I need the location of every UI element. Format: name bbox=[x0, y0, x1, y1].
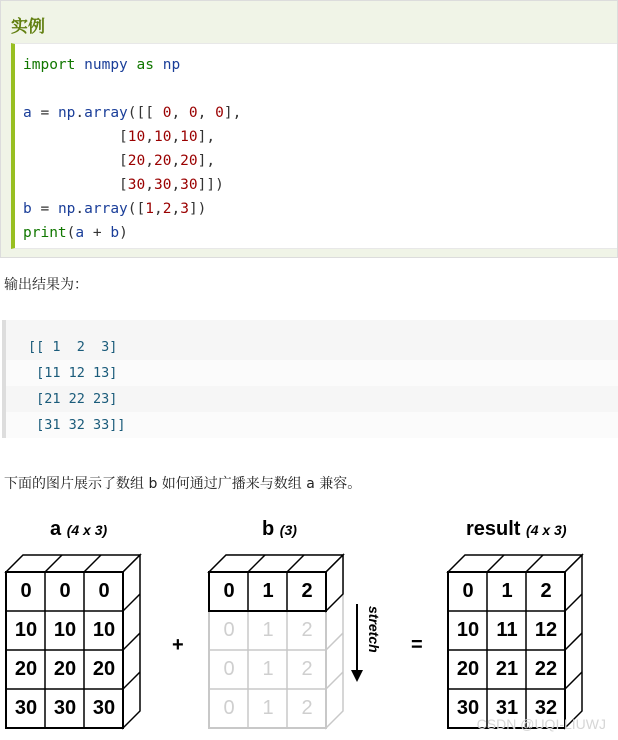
b-stretched-cell: 2 bbox=[301, 697, 313, 719]
result-cell: 10 bbox=[456, 619, 480, 641]
result-cell: 2 bbox=[540, 580, 552, 602]
code-token: b bbox=[23, 201, 32, 217]
code-token: , bbox=[171, 153, 181, 169]
b-cell: 1 bbox=[262, 580, 274, 602]
code-token: + bbox=[84, 225, 111, 241]
b-stretched-cell: 1 bbox=[262, 619, 274, 641]
code-token: 10 bbox=[180, 129, 198, 145]
code-line bbox=[23, 175, 224, 195]
result-cell: 11 bbox=[496, 619, 518, 641]
broadcast-figure bbox=[0, 508, 618, 740]
code-token: numpy bbox=[84, 57, 128, 73]
code-line bbox=[23, 127, 215, 147]
output-intro-text: 输出结果为： bbox=[4, 277, 88, 293]
output-line: [11 12 13] bbox=[6, 360, 618, 386]
a-cell: 10 bbox=[14, 619, 38, 641]
code-token: , bbox=[171, 177, 181, 193]
code-token: [ bbox=[23, 153, 128, 169]
code-token: 30 bbox=[180, 177, 198, 193]
a-label bbox=[50, 518, 107, 541]
result-dim: (4 x 3) bbox=[526, 522, 567, 538]
code-token: 1 bbox=[145, 201, 154, 217]
code-token: , bbox=[171, 201, 181, 217]
code-token: array bbox=[84, 201, 128, 217]
a-cell: 10 bbox=[92, 619, 116, 641]
stretch-arrow-head bbox=[351, 670, 363, 682]
code-token: ([ bbox=[127, 201, 146, 217]
code-token: b bbox=[110, 225, 120, 241]
result-cell: 0 bbox=[462, 580, 474, 602]
code-token: , bbox=[171, 105, 189, 121]
b-stretched-cell: 2 bbox=[301, 658, 313, 680]
code-token: [ bbox=[23, 129, 128, 145]
output-line: [21 22 23] bbox=[28, 391, 118, 407]
code-token: 0 bbox=[188, 105, 198, 121]
code-token: , bbox=[145, 153, 154, 169]
code-token: ]]) bbox=[197, 177, 224, 193]
b-stretched-cell: 1 bbox=[262, 658, 274, 680]
result-grid-top-face bbox=[448, 555, 582, 572]
watermark: CSDN @UQI-LIUWJ bbox=[476, 716, 606, 732]
code-token: ], bbox=[223, 105, 242, 121]
example-title: 实例 bbox=[11, 17, 45, 37]
b-stretched-cell: 1 bbox=[262, 697, 274, 719]
result-cell: 32 bbox=[534, 697, 558, 719]
code-token: 20 bbox=[153, 153, 172, 169]
code-line bbox=[23, 199, 206, 219]
a-cell: 30 bbox=[53, 697, 77, 719]
figure-intro-text: 下面的图片展示了数组 b 如何通过广播来与数组 a 兼容。 bbox=[4, 476, 362, 492]
b-stretched-cell: 0 bbox=[223, 619, 235, 641]
code-token: 2 bbox=[162, 201, 172, 217]
code-token: ([[ bbox=[127, 105, 163, 121]
b-cell: 2 bbox=[301, 580, 313, 602]
output-block bbox=[2, 320, 618, 438]
stretch-label: stretch bbox=[366, 606, 382, 653]
a-cell: 10 bbox=[53, 619, 77, 641]
code-token: np bbox=[162, 57, 181, 73]
result-cell: 12 bbox=[534, 619, 558, 641]
code-token: = bbox=[31, 201, 58, 217]
code-token: np bbox=[57, 201, 76, 217]
result-cell: 30 bbox=[456, 697, 480, 719]
result-label bbox=[466, 518, 567, 541]
code-token: . bbox=[75, 105, 85, 121]
code-token: ) bbox=[119, 225, 128, 241]
code-token: ]) bbox=[188, 201, 207, 217]
code-token: ( bbox=[66, 225, 76, 241]
code-token: 30 bbox=[127, 177, 146, 193]
b-stretched-cell: 2 bbox=[301, 619, 313, 641]
code-token: , bbox=[171, 129, 181, 145]
code-line bbox=[23, 151, 215, 171]
a-cell: 30 bbox=[92, 697, 116, 719]
equals-sign: = bbox=[411, 634, 423, 656]
plus-sign: + bbox=[172, 634, 184, 656]
b-stretched-cell: 0 bbox=[223, 697, 235, 719]
code-token: 0 bbox=[215, 105, 224, 121]
a-cell: 0 bbox=[59, 580, 71, 602]
code-line bbox=[23, 55, 180, 75]
code-token: , bbox=[197, 105, 216, 121]
example-box bbox=[0, 0, 618, 258]
b-name: b bbox=[262, 518, 275, 540]
code-line bbox=[23, 223, 128, 243]
result-cell: 21 bbox=[495, 658, 519, 680]
code-token bbox=[75, 57, 84, 73]
code-token: 20 bbox=[127, 153, 146, 169]
b-dim: (3) bbox=[279, 522, 297, 538]
code-block bbox=[11, 43, 617, 249]
a-dim: (4 x 3) bbox=[66, 522, 108, 538]
a-cell: 0 bbox=[20, 580, 32, 602]
result-name: result bbox=[466, 518, 521, 540]
result-cell: 31 bbox=[495, 697, 519, 719]
code-token: print bbox=[23, 225, 67, 241]
code-line bbox=[23, 103, 241, 123]
b-grid-top-face bbox=[209, 555, 343, 572]
a-cell: 20 bbox=[14, 658, 38, 680]
code-token: [ bbox=[23, 177, 128, 193]
output-line: [31 32 33]] bbox=[6, 412, 618, 438]
code-token: , bbox=[145, 177, 154, 193]
code-token: = bbox=[31, 105, 58, 121]
code-token: import bbox=[23, 57, 76, 73]
b-cell: 0 bbox=[223, 580, 235, 602]
code-token: 3 bbox=[180, 201, 189, 217]
result-cell: 20 bbox=[456, 658, 480, 680]
a-grid-top-face bbox=[6, 555, 140, 572]
code-token: 0 bbox=[162, 105, 172, 121]
code-token bbox=[154, 57, 163, 73]
code-token bbox=[128, 57, 137, 73]
result-cell: 22 bbox=[534, 658, 558, 680]
code-token: array bbox=[84, 105, 128, 121]
output-line: [[ 1 2 3] bbox=[28, 339, 118, 355]
result-cell: 1 bbox=[501, 580, 513, 602]
a-cell: 20 bbox=[92, 658, 116, 680]
b-stretched-cell: 0 bbox=[223, 658, 235, 680]
code-token: as bbox=[136, 57, 154, 73]
code-token: . bbox=[75, 201, 85, 217]
code-token: , bbox=[154, 201, 163, 217]
code-token: a bbox=[23, 105, 32, 121]
code-token: np bbox=[57, 105, 76, 121]
a-cell: 0 bbox=[98, 580, 110, 602]
code-token: a bbox=[75, 225, 85, 241]
code-token: 10 bbox=[127, 129, 146, 145]
code-token: , bbox=[145, 129, 154, 145]
code-token: 20 bbox=[180, 153, 198, 169]
code-token: ], bbox=[197, 153, 216, 169]
code-token: 10 bbox=[153, 129, 172, 145]
a-cell: 30 bbox=[14, 697, 38, 719]
a-name: a bbox=[50, 518, 62, 540]
b-label bbox=[262, 518, 297, 541]
code-token: ], bbox=[197, 129, 216, 145]
code-token: 30 bbox=[153, 177, 172, 193]
a-cell: 20 bbox=[53, 658, 77, 680]
